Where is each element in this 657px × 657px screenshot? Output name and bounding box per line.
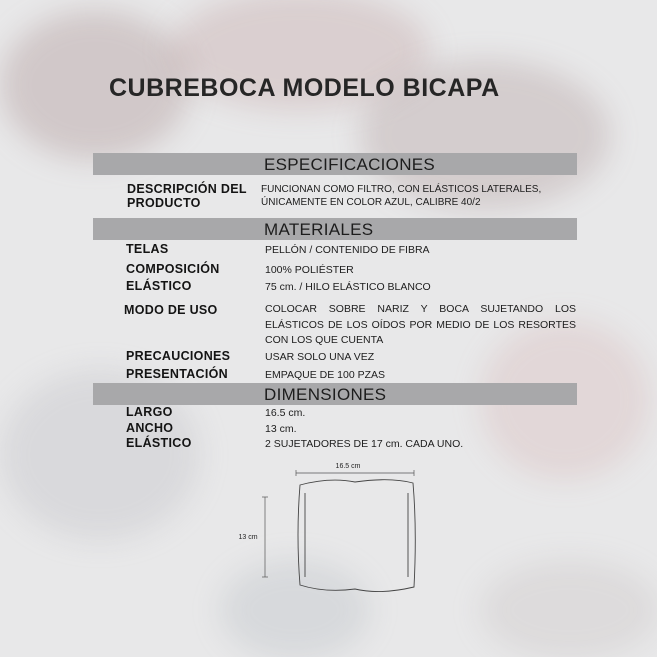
composicion-label: COMPOSICIÓN <box>126 262 220 276</box>
width-dimension-label: 16.5 cm <box>335 463 361 470</box>
descripcion-label: DESCRIPCIÓN DEL <box>127 182 247 196</box>
telas-label: TELAS <box>126 242 169 256</box>
background-decoration <box>480 560 657 657</box>
modo-de-uso-value: COLOCAR SOBRE NARIZ Y BOCA SUJETANDO LOS ELÁSTICOS DE LOS OÍDOS POR MEDIO DE LOS RESORTES CON LOS QUE CUENTA <box>265 303 576 346</box>
descripcion-label-line-2: PRODUCTO <box>127 196 201 210</box>
mask-outline <box>298 480 415 592</box>
section-heading-materiales: MATERIALES <box>264 220 374 239</box>
descripcion-value: FUNCIONAN COMO FILTRO, CON ELÁSTICOS LATERALES, <box>261 184 542 195</box>
precauciones-label: PRECAUCIONES <box>126 349 231 363</box>
modo-de-uso-label: MODO DE USO <box>124 303 218 317</box>
section-heading-dimensiones: DIMENSIONES <box>264 385 387 404</box>
ancho-value: 13 cm. <box>265 423 297 435</box>
presentacion-label: PRESENTACIÓN <box>126 367 228 381</box>
elastico-value: 75 cm. / HILO ELÁSTICO BLANCO <box>265 281 431 293</box>
ancho-label: ANCHO <box>126 421 174 435</box>
presentacion-value: EMPAQUE DE 100 PZAS <box>265 369 386 381</box>
telas-value: PELLÓN / CONTENIDO DE FIBRA <box>265 244 430 256</box>
largo-value: 16.5 cm. <box>265 407 306 419</box>
precauciones-value: USAR SOLO UNA VEZ <box>265 351 375 363</box>
dimensiones-elastico-label: ELÁSTICO <box>126 436 192 450</box>
height-dimension-label: 13 cm <box>238 534 258 541</box>
composicion-value: 100% POLIÉSTER <box>265 264 354 276</box>
descripcion-value-line-2: ÚNICAMENTE EN COLOR AZUL, CALIBRE 40/2 <box>261 197 481 208</box>
largo-label: LARGO <box>126 405 173 419</box>
mask-dimension-diagram <box>230 455 430 605</box>
page-title: CUBREBOCA MODELO BICAPA <box>109 74 500 102</box>
dimensiones-elastico-value: 2 SUJETADORES DE 17 cm. CADA UNO. <box>265 438 464 450</box>
section-heading-especificaciones: ESPECIFICACIONES <box>264 155 436 174</box>
elastico-label: ELÁSTICO <box>126 279 192 293</box>
